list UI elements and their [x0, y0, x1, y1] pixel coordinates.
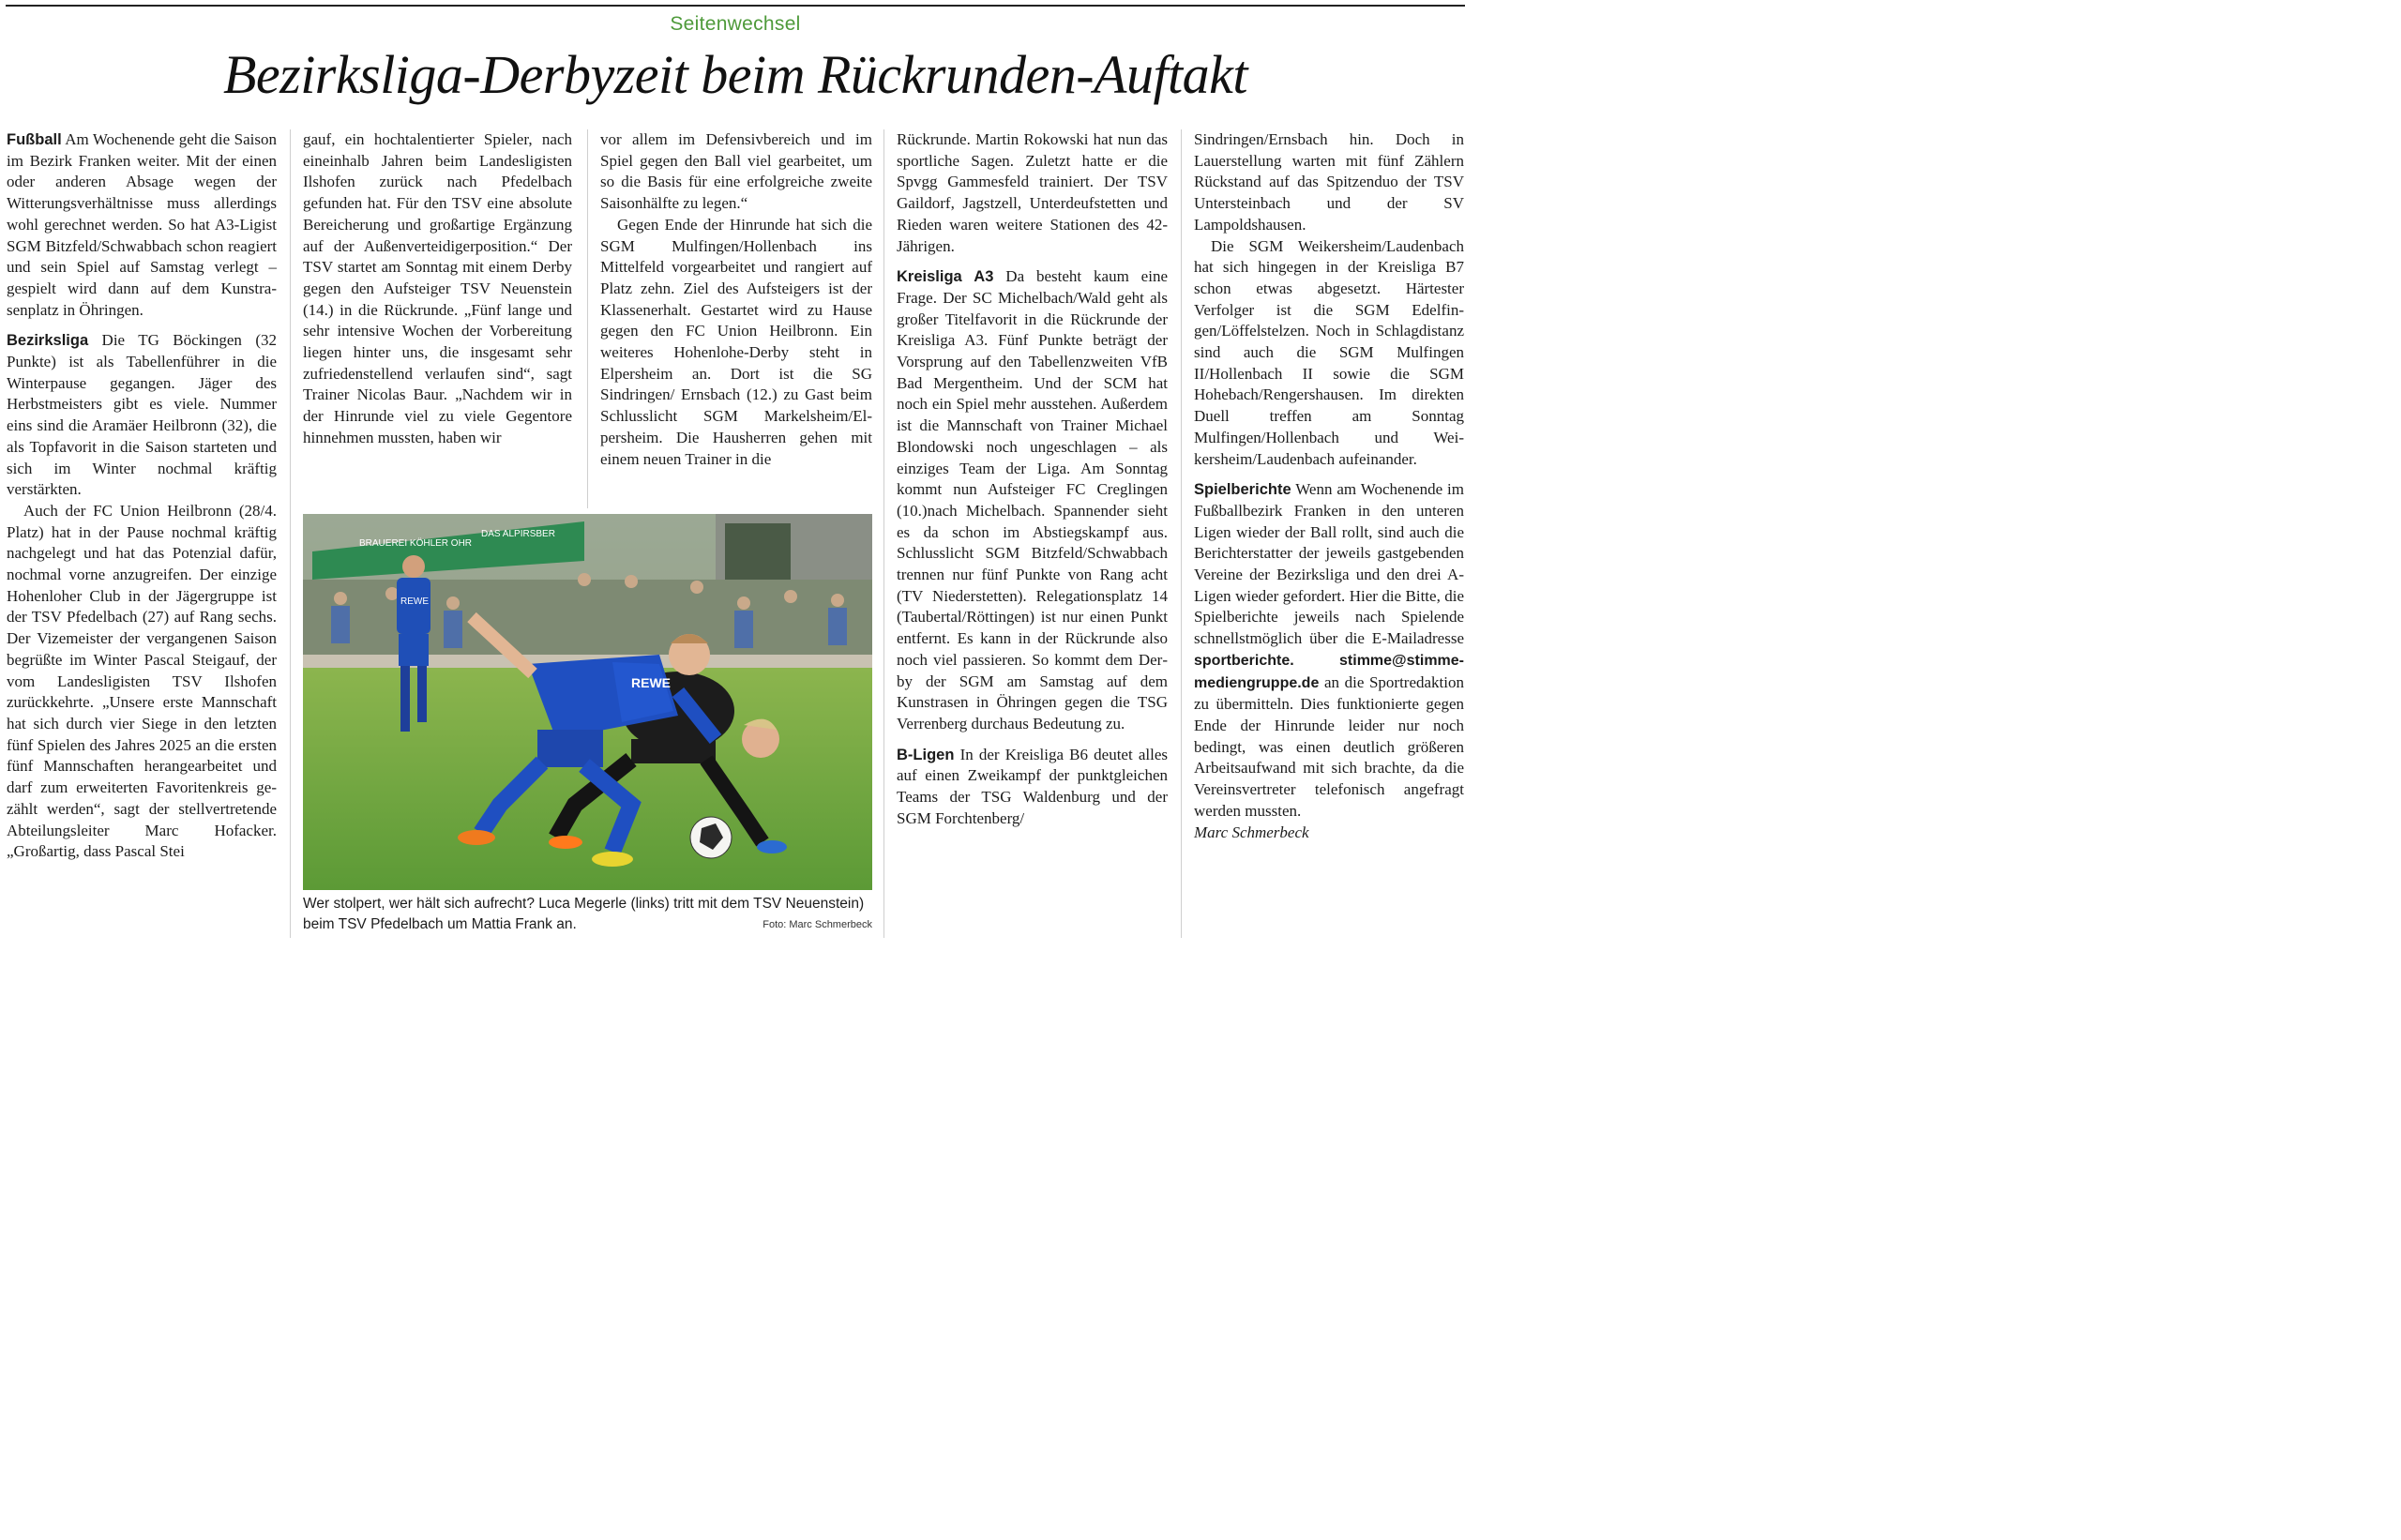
column-rule [587, 129, 588, 508]
column-rule [290, 129, 291, 938]
jersey-text: REWE [400, 596, 429, 607]
photo-credit: Foto: Marc Schmerbeck [763, 919, 872, 930]
rubric-bezirksliga: Bezirksliga [7, 332, 89, 350]
rubric-kreisliga-a3: Kreisliga A3 [897, 268, 994, 286]
paragraph-text: Da besteht kaum eine Frage. Der SC Michelbach/Wald geht als großer Titelfavorit in die Rückrunde der Kreisliga A3. Fünf Punkte beträgt der Vorsprung auf den Tabellenzweiten VfB Bad Mergentheim. Und der SCM hat noch ein Spiel mehr ausstehen. Außerdem ist die Mannschaft von Trainer Michael Blondowski noch ungeschlagen – als einziges Team der Liga. Am Sonntag kommt nun Aufsteiger FC Creglingen (10.)nach Michelbach. Spannender sieht es da schon im Abstiegskampf aus. Schlusslicht SGM Bitzfeld/Schwabbach trennen nur fünf Punkte von Rang acht (TV Niederstetten). Relegationsplatz 14 (Taubertal/Röttingen) ist nur einen Punkt entfernt. Es kann in der Rückrunde also noch viel passieren. So kommt dem Derby der SGM am Samstag auf dem Kunstrasen in Öhringen gegen die TSG Verrenberg durchaus Bedeutung zu. [897, 267, 1169, 732]
football-ball [690, 817, 732, 858]
paragraph [897, 745, 1168, 830]
paragraph: Die SGM Weikersheim/Laudenbach hat sich hingegen in der Kreisliga B7 schon etwas abgesetzt. Härtester Verfolger ist die SGM Edelfingen/Löffelstelzen. Noch in Schlagdistanz sind auch die SGM Mulfingen II/Hollenbach II sowie die SGM Hohebach/Rengershausen. Im direkten Duell treffen am Sonntag Mulfingen/Hollenbach und Weikersheim/Laudenbach aufeinander. [1194, 236, 1464, 468]
paragraph-text: an die Sportredaktion zu übermitteln. Dies funktionierte gegen Ende der Hinrunde leider nur noch bedingt, was einen deutlich größeren Arbeitsaufwand mit sich brachte, da die Vereinsvertreter telefonisch angefragt werden mussten. [1194, 672, 1464, 820]
paragraph: Sindringen/Ernsbach hin. Doch in Lauerstellung warten mit fünf Zählern Rückstand auf das Spitzenduo der TSV Untersteinbach und der SV Lampoldshausen. [1194, 130, 1464, 234]
paragraph [1194, 479, 1464, 822]
text-column-2 [303, 129, 572, 449]
text-column-3 [600, 129, 872, 470]
text-column-1 [7, 129, 277, 863]
kicker: Seitenwechsel [670, 13, 801, 35]
text-column-4 [897, 129, 1168, 830]
rubric-fussball: Fußball [7, 131, 62, 148]
football-photo-illustration [303, 514, 872, 890]
sign-text-right: DAS ALPIRSBER [481, 529, 555, 539]
paragraph-text: In der Kreisliga B6 deutet alles auf einen Zweikampf der punktgleichen Teams der TSG Waldenburg und der SGM Forchtenberg/ [897, 745, 1168, 827]
headline: Bezirksliga-Derbyzeit beim Rückrunden-Auftakt [222, 44, 1248, 105]
rubric-b-ligen: B-Ligen [897, 746, 955, 763]
photo-caption [303, 894, 872, 935]
paragraph: Gegen Ende der Hinrunde hat sich die SGM Mulfingen/Hollenbach ins Mittelfeld vorgearbeitet und rangiert auf Platz zehn. Ziel des Aufsteigers ist der Klassenerhalt. Gestartet wird zu Hause gegen den FC Union Heilbronn. Ein weiteres Hohenlohe-Derby steht in Elpersheim an. Dort ist die SG Sindringen/ Ernsbach (12.) zu Gast beim Schlusslicht SGM Markelsheim/Elpersheim. Die Hausherren gehen mit einem neuen Trainer in die [600, 215, 872, 468]
paragraph [7, 129, 277, 321]
article-photo [303, 514, 872, 890]
paragraph [897, 266, 1168, 734]
paragraph: gauf, ein hochtalentierter Spieler, nach eineinhalb Jahren beim Landesligisten Ilshofen zurück nach Pfedelbach gefunden hat. Für den TSV eine absolute Bereicherung und großartige Ergänzung auf der Außenverteidigerposition.“ Der TSV startet am Sonntag mit einem Derby gegen den Aufsteiger TSV Neuenstein (14.) in die Rückrunde. „Fünf lange und sehr intensive Wochen der Vorbereitung liegen hinter uns, die insgesamt sehr zufriedenstellend verlaufen sind“, sagt Trainer Nicolas Baur. „Nachdem wir in der Hinrunde viel zu viele Gegentore hinnehmen mussten, haben wir [303, 130, 572, 446]
paragraph: Auch der FC Union Heilbronn (28/4. Platz) hat in der Pause nochmal kräftig nachgelegt und hat das Potenzial dafür, nochmal vorne anzugreifen. Der einzige Hohenloher Club in der Jägergruppe ist der TSV Pfedelbach (27) auf Rang sechs. Der Vizemeister der vergangenen Saison begrüßte im Winter Pascal Steigauf, der vom Landesligisten TSV Ilshofen zurückkehrte. „Unsere erste Mannschaft hat sich durch vier Siege in den letzten fünf Spielen des Jahres 2025 an die ersten fünf Mannschaften herangearbeitet und darf zum erweiterten Favoritenkreis gezählt werden“, sagt der stellvertretende Abteilungsleiter Marc Hofacker. „Großartig, dass Pascal Stei [7, 501, 277, 861]
paragraph-text: Am Wochenende geht die Saison im Bezirk Franken weiter. Mit der einen oder anderen Absage wegen der Witterungsverhältnisse muss allerdings wohl gerechnet werden. So hat A3-Ligist SGM Bitzfeld/Schwabbach schon reagiert und sein Spiel auf Samstag verlegt – gespielt wird dann auf dem Kunstrasenplatz in Öhringen. [7, 130, 277, 319]
top-rule [6, 5, 1465, 7]
column-rule [1181, 129, 1182, 938]
author-signature: Marc Schmerbeck [1194, 823, 1309, 841]
paragraph-text: Die TG Böckingen (32 Punkte) ist als Tabellenführer in die Winterpause gegangen. Jäger des Herbstmeisters gibt es viele. Nummer eins sind die Aramäer Heilbronn (32), die als Topfavorit in die Saison starteten und sich im Winter nochmal kräftig verstärkten. [7, 331, 277, 499]
paragraph: vor allem im Defensivbereich und im Spiel gegen den Ball viel gearbeitet, um so die Basis für eine erfolgreiche zweite Saisonhälfte zu legen.“ [600, 130, 872, 213]
text-column-5 [1194, 129, 1464, 843]
paragraph: Rückrunde. Martin Rokowski hat nun das sportliche Sagen. Zuletzt hatte er die Spvgg Gammesfeld trainiert. Der TSV Gaildorf, Jagstzell, Unterdeufstetten und Rieden waren weitere Stationen des 42-Jährigen. [897, 130, 1168, 255]
paragraph [7, 330, 277, 501]
email-address: sportberichte. stimme@stimme-mediengruppe.de [1194, 652, 1464, 691]
jersey-text: REWE [631, 675, 671, 690]
column-rule [883, 129, 884, 938]
caption-text: Wer stolpert, wer hält sich aufrecht? Luca Megerle (links) tritt mit dem TSV Neuenstein) beim TSV Pfedelbach um Mattia Frank an. [303, 896, 865, 932]
sign-text-left: BRAUEREI KÖHLER OHR [359, 538, 473, 549]
paragraph-text: Wenn am Wochenende im Fußballbezirk Franken in den unteren Ligen wieder der Ball rollt, sind auch die Berichterstatter der jeweils gastgebenden Vereine der Bezirksliga und den drei A-Ligen wieder gefordert. Hier die Bitte, die Spielberichte jeweils nach Spielende schnellstmöglich über die E-Mailadresse [1194, 480, 1464, 648]
rubric-spielberichte: Spielberichte [1194, 481, 1291, 499]
